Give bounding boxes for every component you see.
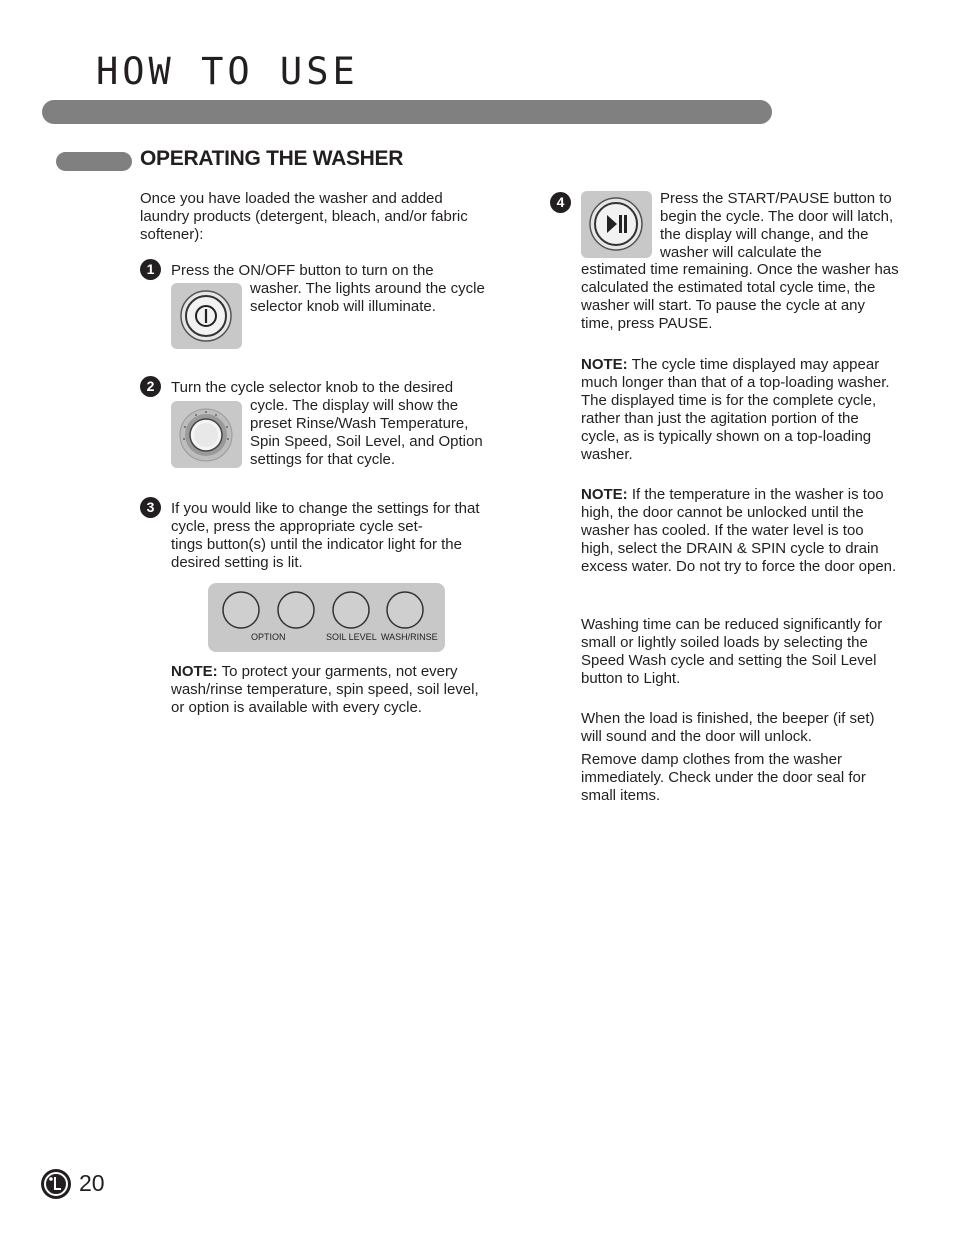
start-pause-icon [581,191,652,258]
lg-logo-icon [40,1168,72,1200]
step-4-text-top: Press the START/PAUSE button to begin the cycle. The door will latch, the display will change, and the washer will calculate the [660,190,894,261]
step-1-number: 1 [140,259,161,280]
settings-panel [208,583,445,652]
step-4-number: 4 [550,192,571,213]
section-title: OPERATING THE WASHER [140,147,404,170]
step-4-text-rest: estimated time remaining. Once the washer has calculated the estimated total cycle time, the washer will start. To pause the cycle at any time, press PAUSE. [581,261,899,332]
step-1-text-line1: Press the ON/OFF button to turn on the [171,262,434,279]
title-divider-bar [42,100,772,124]
note-label: NOTE: [581,356,628,373]
note-label: NOTE: [581,486,628,503]
step-2-number: 2 [140,376,161,397]
note-label: NOTE: [171,663,218,680]
cycle-knob-icon [171,401,242,468]
right-note-2 [581,486,899,576]
step-2-text-line1: Turn the cycle selector knob to the desired [171,379,454,396]
page-title: HOW TO USE [96,50,359,93]
panel-label-wash-rinse: WASH/RINSE [381,632,438,642]
left-note [171,663,486,717]
intro-text: Once you have loaded the washer and added laundry products (detergent, bleach, and/or fabric softener): [140,190,468,243]
page-number: 20 [79,1170,105,1196]
right-note-2-text: If the temperature in the washer is too high, the door cannot be unlocked until the washer has cooled. If the water level is too high, select the DRAIN & SPIN cycle to drain excess water. Do not try to force the door open. [581,486,897,575]
panel-label-option: OPTION [251,632,286,642]
load-finished-paragraph: When the load is finished, the beeper (if set) will sound and the door will unlock. [581,710,875,745]
right-note-1-text: The cycle time displayed may appear much longer than that of a top-loading washer. The displayed time is for the complete cycle, rather than just the agitation portion of the cycle, as is typically shown on a top-loading washer. [581,356,890,463]
step-2-text-rest: cycle. The display will show the preset Rinse/Wash Temperature, Spin Speed, Soil Level, and Option settings for that cycle. [250,397,483,468]
section-marker [56,152,132,171]
power-button-icon [171,283,242,349]
step-1-text-rest: washer. The lights around the cycle selector knob will illuminate. [250,280,485,315]
right-note-1 [581,356,899,464]
panel-label-soil-level: SOIL LEVEL [326,632,377,642]
washing-time-paragraph: Washing time can be reduced significantly for small or lightly soiled loads by selecting the Speed Wash cycle and setting the Soil Level button to Light. [581,616,883,687]
remove-clothes-paragraph: Remove damp clothes from the washer immediately. Check under the door seal for small items. [581,751,866,804]
left-note-text: To protect your garments, not every wash/rinse temperature, spin speed, soil level, or option is available with every cycle. [171,663,479,716]
step-3-text: If you would like to change the settings for that cycle, press the appropriate cycle set- tings button(s) until the indicator light for the desired setting is lit. [171,500,480,571]
step-3-number: 3 [140,497,161,518]
